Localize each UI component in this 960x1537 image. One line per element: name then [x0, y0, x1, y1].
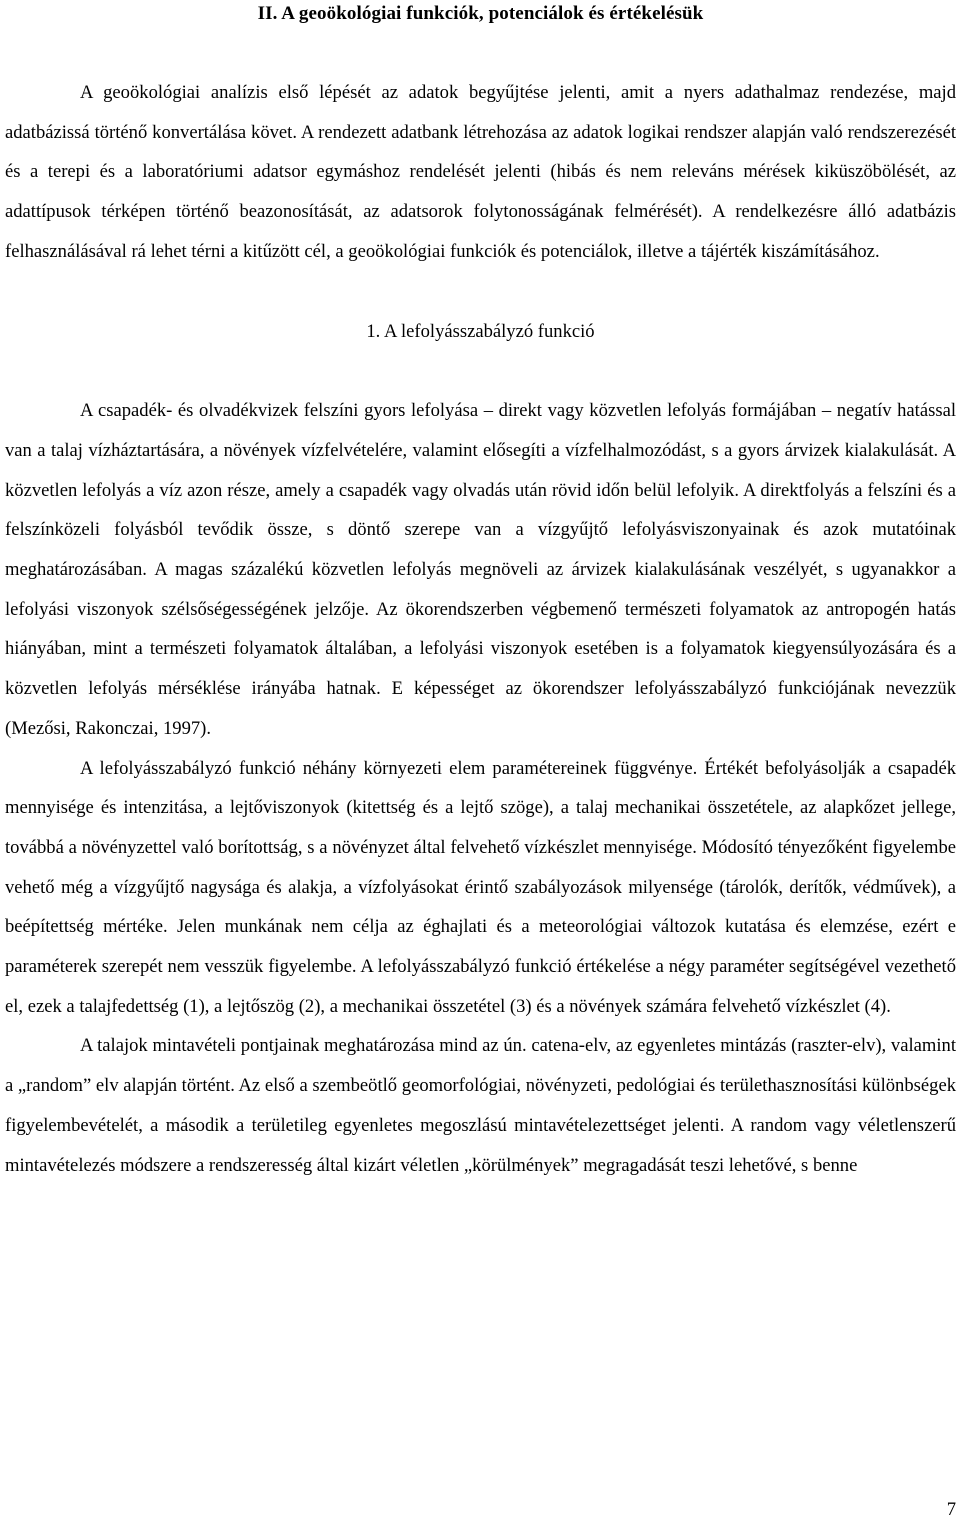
intro-paragraph: A geoökológiai analízis első lépését az adatok begyűjtése jelenti, amit a nyers adathalmaz rendezése, majd adatbázissá történő konvertálása követ. A rendezett adatbank létrehozása az adatok logikai rendszer alapján való rendszerezését és a terepi és a laboratóriumi adatsor egymáshoz rendelését jelenti (hibás és nem releváns mérések kiküszöbölését, az adattípusok térképen történő beazonosítását, az adatsorok folytonosságának felmérését). A rendelkezésre álló adatbázis felhasználásával rá lehet térni a kitűzött cél, a geoökológiai funkciók és potenciálok, illetve a tájérték kiszámításához.	[5, 82, 956, 262]
page-number: 7	[946, 1499, 956, 1520]
body-paragraph: A talajok mintavételi pontjainak meghatározása mind az ún. catena-elv, az egyenletes mintázás (raszter-elv), valamint a „random” elv alapján történt. Az első a szembeötlő geomorfológiai, növényzeti, pedológiai és területhasznosítási különbségek figyelembevételét, a második a területileg egyenletes megoszlású mintavételezettséget jelenti. A random vagy véletlenszerű mintavételezés módszere a rendszeresség által kizárt véletlen „körülmények” megragadását teszi lehetővé, s benne	[5, 1035, 956, 1176]
document-page	[5, 0, 956, 1185]
body-paragraph: A lefolyásszabályzó funkció néhány környezeti elem paramétereinek függvénye. Értékét befolyásolják a csapadék mennyisége és intenzitása, a lejtőviszonyok (kitettség és a lejtő szöge), a talaj mechanikai összetétele, az alapkőzet jellege, továbbá a növényzettel való borítottság, s a növényzet által felvehető vízkészlet mennyisége. Módosító tényezőként figyelembe vehető még a vízgyűjtő nagysága és alakja, a vízfolyásokat érintő szabályozások milyensége (tárolók, derítők, védművek), a beépítettség mértéke. Jelen munkának nem célja az éghajlati és a meteorológiai változok kutatása és elemzése, ezért e paraméterek szerepét nem vesszük figyelembe. A lefolyásszabályzó funkció értékelése a négy paraméter segítségével vezethető el, ezek a talajfedettség (1), a lejtőszög (2), a mechanikai összetétel (3) és a növények számára felvehető vízkészlet (4).	[5, 757, 956, 1017]
body-paragraph: A csapadék- és olvadékvizek felszíni gyors lefolyása – direkt vagy közvetlen lefolyás formájában – negatív hatással van a talaj vízháztartására, a növények vízfelvételére, valamint elősegíti a vízfelhalmozódást, s a gyors árvizek kialakulását. A közvetlen lefolyás a víz azon része, amely a csapadék vagy olvadás után rövid időn belül lefolyik. A direktfolyás a felszíni és a felszínközeli folyásból tevődik össze, s döntő szerepe van a vízgyűjtő lefolyásviszonyainak és azok mutatóinak meghatározásában. A magas százalékú közvetlen lefolyás megnöveli az árvizek kialakulásának veszélyét, s ugyanakkor a lefolyási viszonyok szélsőségességének jelzője. Az ökorendszerben végbemenő természeti folyamatok az antropogén hatás hiányában, mint a természeti folyamatok általában, a lefolyási viszonyok esetében is a folyamatok kiegyensúlyozására és a közvetlen lefolyás mérséklése irányába hatnak. E képességet az ökorendszer lefolyásszabályzó funkciójának nevezzük (Mezősi, Rakonczai, 1997).	[5, 400, 956, 739]
chapter-title: II. A geoökológiai funkciók, potenciálok és értékelésük	[257, 3, 704, 24]
section-heading: 1. A lefolyásszabályzó funkció	[366, 320, 595, 342]
